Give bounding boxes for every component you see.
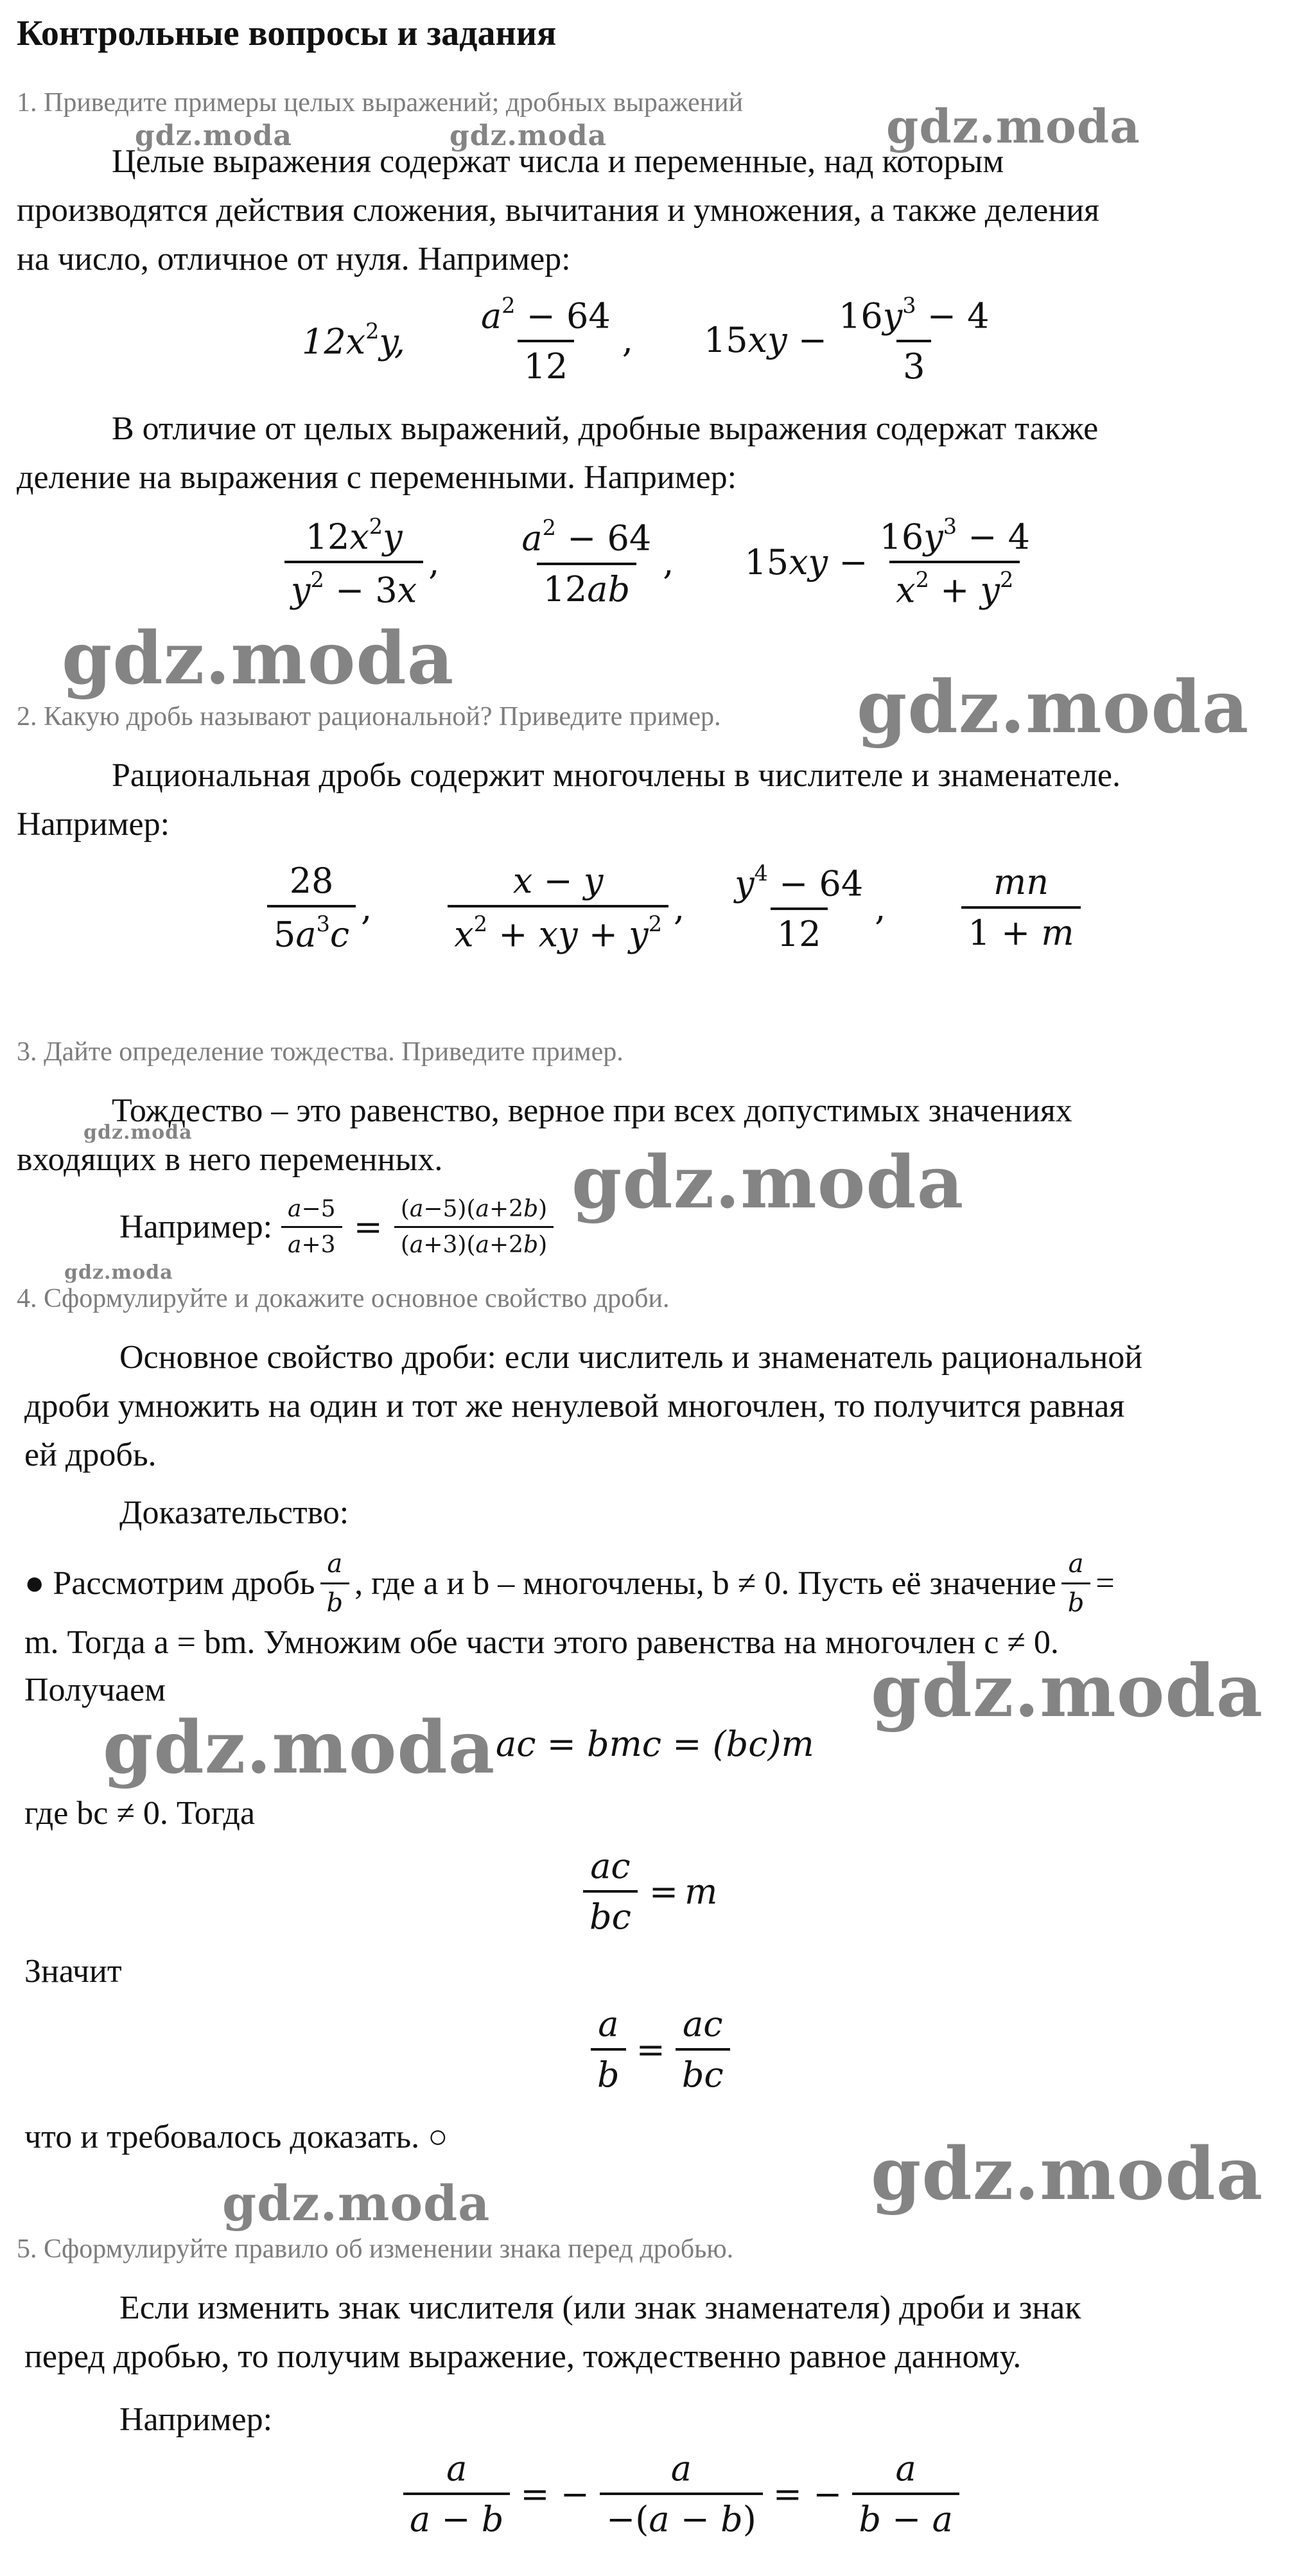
text-line: Рациональная дробь содержит многочлены в числителе и знаменателе. [112,757,1121,794]
proof-obtain: Получаем [24,1672,166,1708]
q1-paragraph-1 [17,137,1099,284]
q1-paragraph-2 [17,405,1098,502]
watermark: gdz.moda [886,99,1140,153]
watermark: gdz.moda [450,119,607,152]
watermark: gdz.moda [135,119,293,152]
proof-means: Значит [24,1953,122,1990]
page-title: Контрольные вопросы и задания [17,13,557,53]
text-line: Например: [17,806,170,843]
rational-fractions-formula: 28 $5a^3c$ , x − y $x^2$ + xy + $y^2$ , $y^4 - 64$ 12 , mn 1 + m [262,861,1086,954]
watermark: gdz.moda [103,1706,496,1790]
question-3: 3. Дайте определение тождества. Приведите пример. [17,1037,624,1067]
watermark: gdz.moda [857,665,1250,749]
text-fragment: , где a и b – многочлены, b ≠ 0. Пусть её значение [354,1564,1056,1602]
equation-ac-over-bc: $\frac{ac}{bc}$ = m [578,1846,717,1937]
text-line: перед дробью, то получим выражение, тождественно равное данному. [24,2338,1022,2375]
proof-line-1: ● Рассмотрим дробь $\frac{a}{b}$ , где a и b – многочлены, b ≠ 0. Пусть её значение $\frac{a}{b}$ = [24,1549,1115,1618]
watermark: gdz.moda [871,2132,1264,2216]
question-2: 2. Какую дробь называют рациональной? Приведите пример. [17,702,721,732]
text-line: Если изменить знак числителя (или знак знаменателя) дроби и знак [119,2290,1081,2326]
question-1: 1. Приведите примеры целых выражений; дробных выражений [17,88,744,118]
equation-ac-bmc: ac = bmc = (bc)m [496,1724,814,1764]
text-line: Тождество – это равенство, верное при всех допустимых значениях [112,1092,1072,1129]
sign-change-formula: $\frac{a}{a - b}$ = − $\frac{a}{-(a - b)}$ = − $\frac{a}{b - a}$ [398,2448,965,2539]
text-line: Основное свойство дроби: если числитель и знаменатель рациональной [119,1339,1143,1376]
fractional-expressions-formula: $12x^2y$ $y^2 - 3x$ , $a^2 - 64$ 12ab , 15xy − $\frac{16y^3 - 4}{x^2 + y^2}$ [279,514,1042,611]
question-5: 5. Сформулируйте правило об изменении знака перед дробью. [17,2234,734,2264]
watermark: gdz.moda [222,2175,491,2232]
question-4: 4. Сформулируйте и докажите основное свойство дроби. [17,1284,670,1313]
proof-label: Доказательство: [119,1494,349,1531]
text-line: В отличие от целых выражений, дробные выражения содержат также [112,410,1099,447]
q5-example-label: Например: [119,2401,273,2438]
text-line: дроби умножить на один и тот же ненулевой многочлен, то получится равная [24,1388,1125,1424]
text-line: на число, отличное от нуля. Например: [17,241,571,277]
proof-qed: что и требовалось доказать. ○ [24,2119,448,2155]
q5-paragraph [24,2284,1081,2381]
q2-paragraph [17,751,1121,849]
q3-example: Например: $\frac{a-5}{a+3}$ = $\frac{(a-5)(a+2b)}{(a+3)(a+2b)}$ [119,1196,559,1258]
proof-line-2: m. Тогда a = bm. Умножим обе части этого равенства на многочлен c ≠ 0. [24,1624,1059,1661]
example-label: Например: [119,1208,273,1245]
watermark: gdz.moda [83,1121,193,1144]
proof-where: где bc ≠ 0. Тогда [24,1795,256,1832]
q4-paragraph [24,1333,1142,1480]
watermark: gdz.moda [62,617,455,701]
text-line: входящих в него переменных. [17,1141,443,1178]
watermark: gdz.moda [871,1649,1264,1733]
text-line: производятся действия сложения, вычитания и умножения, а также деления [17,192,1099,229]
equation-a-over-b: $\frac{a}{b}$ = $\frac{ac}{bc}$ [586,2004,735,2095]
text-line: деление на выражения с переменными. Например: [17,459,737,496]
watermark: gdz.moda [64,1261,173,1284]
integer-expressions-formula: $12x^2y$, $a^2 - 64$ 12 , 15xy − $\frac{16y^3 - 4}{3}$ [302,293,990,387]
text-fragment: ● Рассмотрим дробь [24,1564,315,1602]
text-line: Целые выражения содержат числа и переменные, над которым [112,143,1004,180]
watermark: gdz.moda [572,1141,965,1225]
text-line: ей дробь. [24,1437,157,1473]
